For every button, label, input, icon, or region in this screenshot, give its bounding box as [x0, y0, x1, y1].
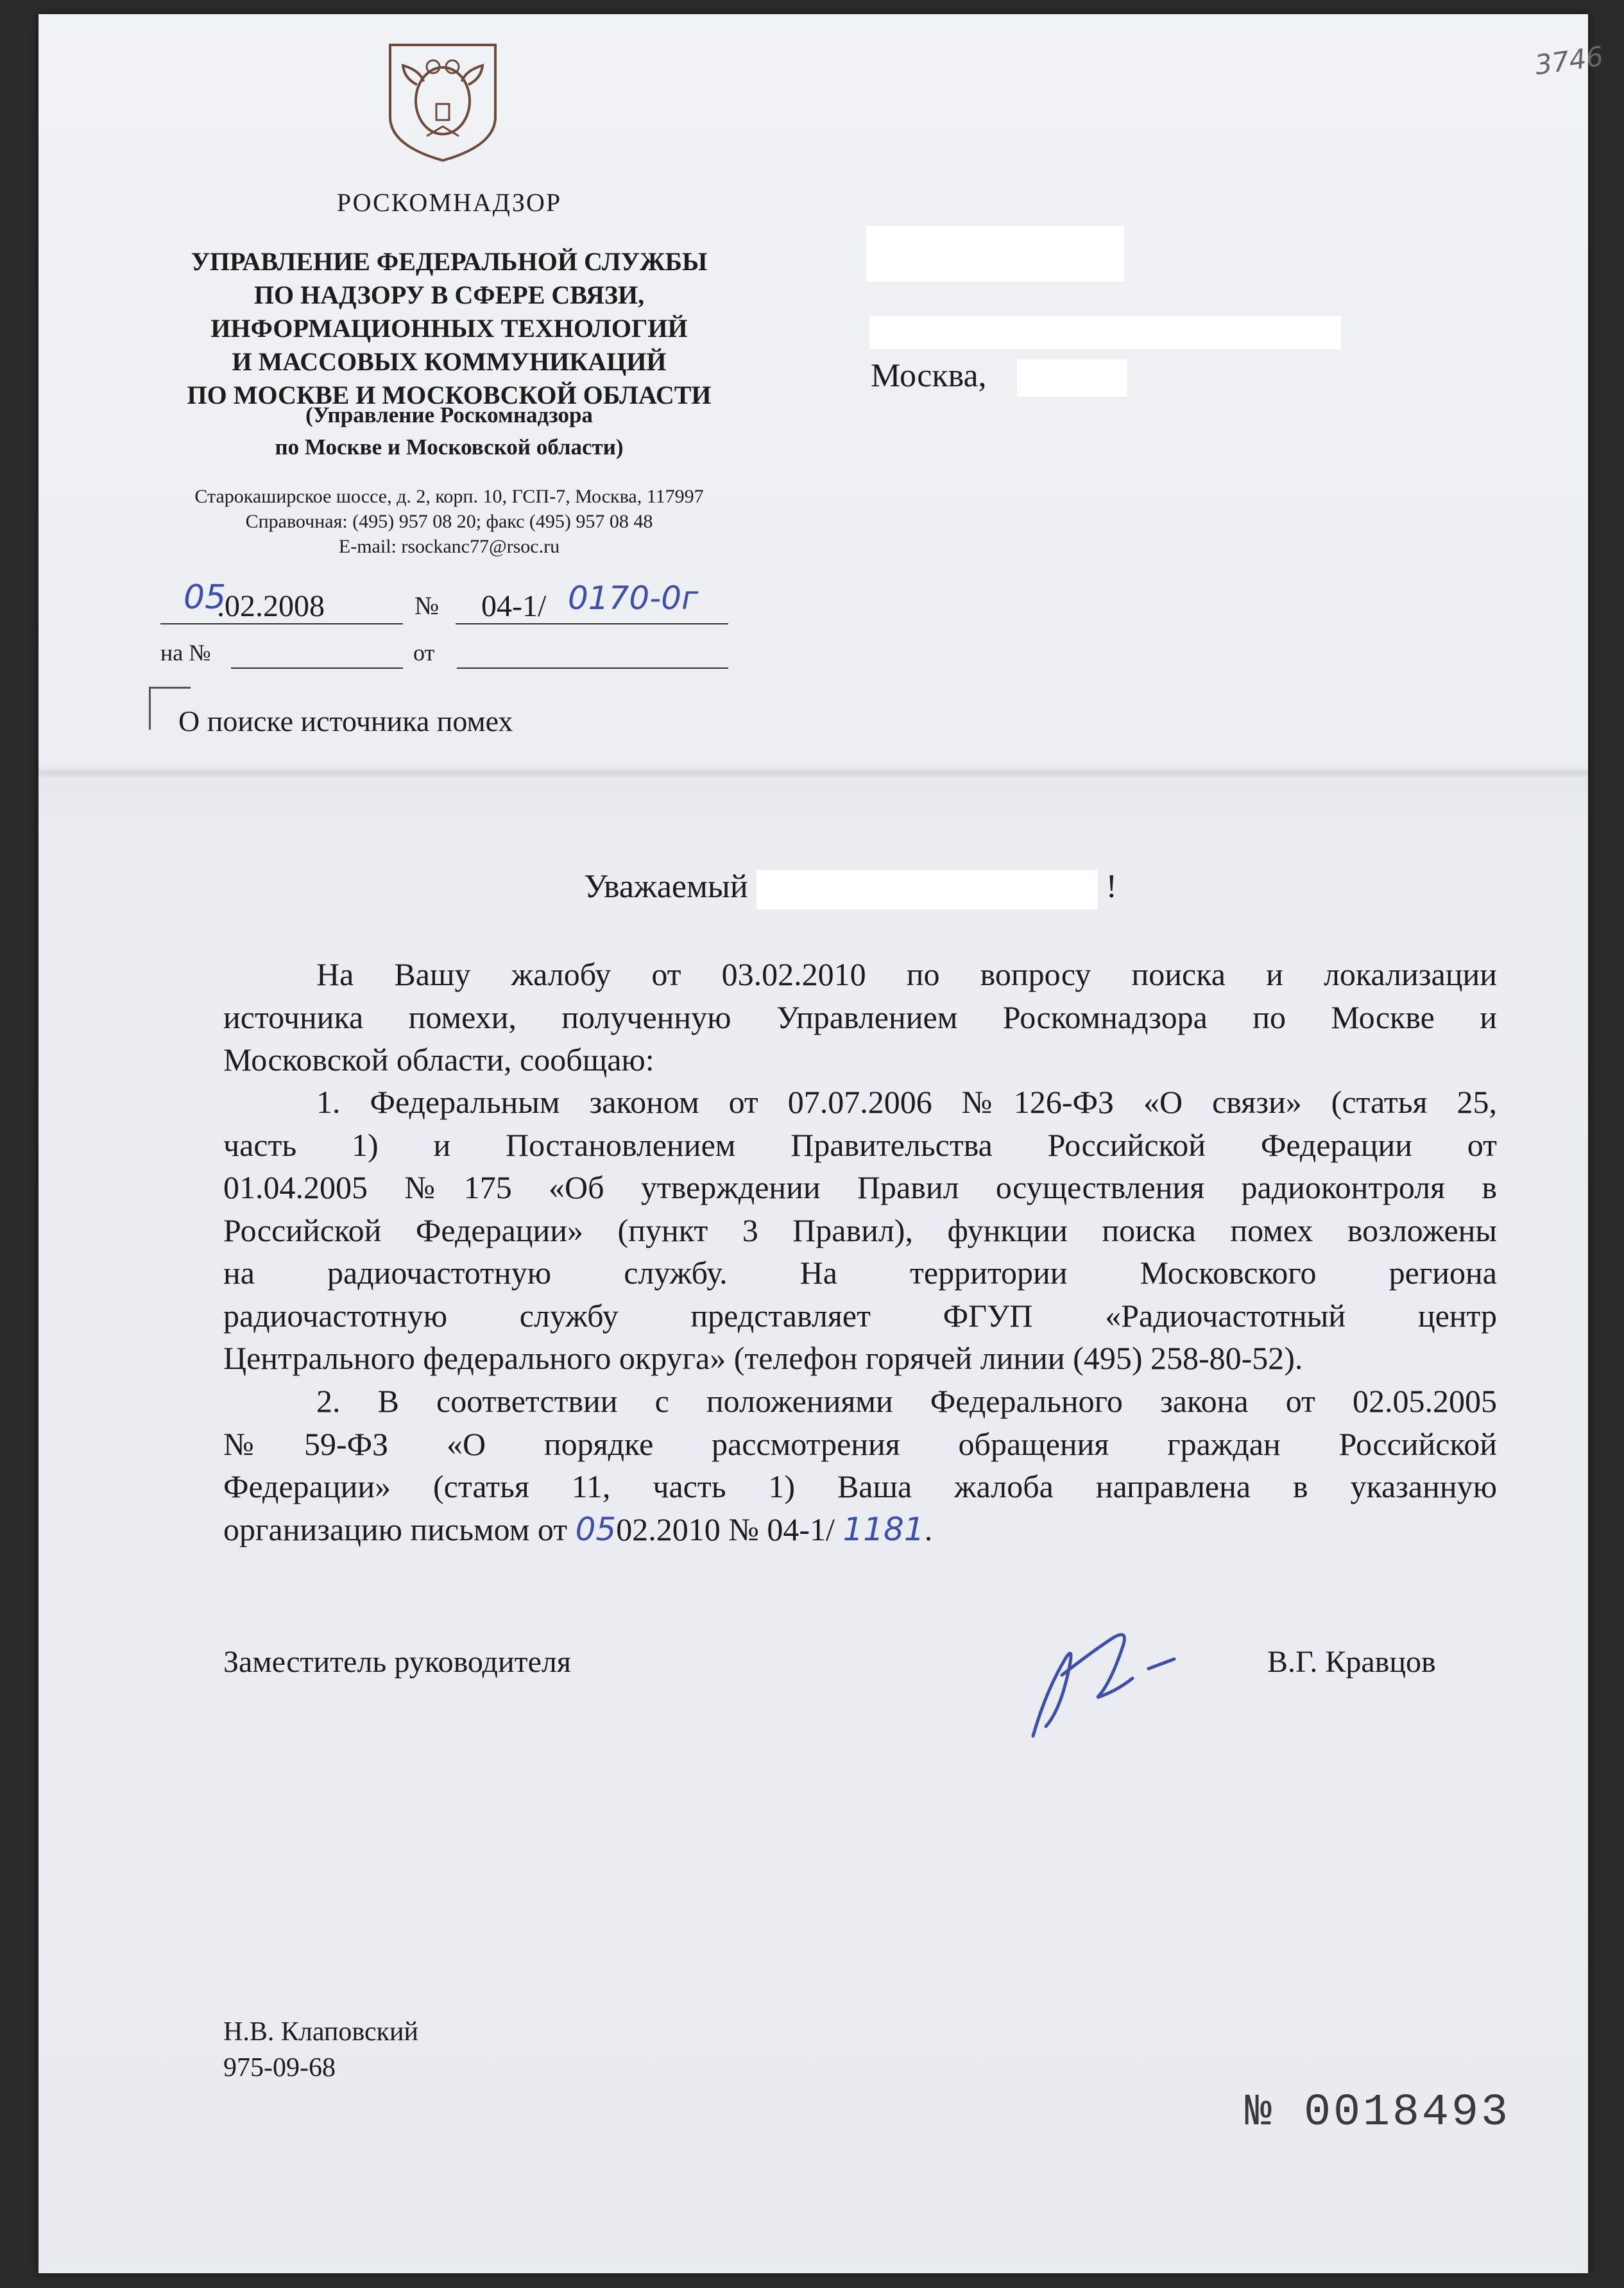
- body-line: Центрального федерального округа» (телефон горячей линии (495) 258-80-52).: [223, 1340, 1303, 1376]
- letter-reference-number: 02.2010 № 04-1/: [616, 1511, 843, 1547]
- corner-handwritten-note: 3746: [1533, 40, 1605, 82]
- handwritten-number: 1181: [842, 1510, 925, 1548]
- signatory-name: В.Г. Кравцов: [1267, 1645, 1436, 1679]
- body-line: радиочастотную службу представляет ФГУП «Радиочастотный центр: [223, 1297, 1497, 1334]
- greeting: [584, 868, 1117, 909]
- body-line: на радиочастотную службу. На территории Московского региона: [223, 1255, 1497, 1291]
- redacted-recipient-name: [866, 226, 1124, 282]
- serial-number: № 0018493: [1245, 2088, 1511, 2138]
- handwritten-day: 05: [575, 1510, 617, 1548]
- paper-fold: [38, 767, 1588, 778]
- contact-block: [141, 484, 757, 559]
- department-line: ПО МОСКВЕ И МОСКОВСКОЙ ОБЛАСТИ: [187, 381, 712, 409]
- reply-date-field: [457, 635, 728, 669]
- department-line: ПО НАДЗОРУ В СФЕРЕ СВЯЗИ,: [253, 280, 645, 309]
- number-sign: №: [415, 591, 440, 620]
- number-prefix: 04-1/: [481, 589, 547, 623]
- signatory-title: Заместитель руководителя: [223, 1645, 571, 1679]
- body-paragraph-1: [223, 953, 1497, 1081]
- outgoing-date-field: [160, 578, 403, 624]
- body-line: №59-ФЗ «О порядке рассмотрения обращения граждан Российской: [223, 1425, 1497, 1462]
- letter-reference-prefix: организацию письмом от: [223, 1511, 576, 1547]
- greeting-prefix: Уважаемый: [584, 868, 748, 905]
- department-line: УПРАВЛЕНИЕ ФЕДЕРАЛЬНОЙ СЛУЖБЫ: [191, 247, 708, 276]
- short-name-line: по Москве и Московской области): [275, 434, 624, 460]
- body-line: 2. В соответствии с положениями Федерального закона от 02.05.2005: [316, 1383, 1497, 1419]
- signature-mark: [1020, 1614, 1181, 1749]
- redacted-addressee-name: [756, 870, 1098, 909]
- executor-name: Н.В. Клаповский: [223, 2017, 418, 2047]
- from-label: от: [413, 640, 435, 666]
- body-line: 1. Федеральным законом от 07.07.2006 №126-ФЗ «О связи» (статья 25,: [316, 1084, 1497, 1120]
- executor-phone: 975-09-68: [223, 2053, 336, 2083]
- body-line: часть 1) и Постановлением Правительства Российской Федерации от: [223, 1126, 1497, 1163]
- body-line: источника помехи, полученную Управлением Роскомнадзора по Москве и: [223, 999, 1497, 1035]
- body-paragraph-3: [223, 1380, 1497, 1551]
- body-line: Московской области, сообщаю:: [223, 1042, 654, 1078]
- department-line: ИНФОРМАЦИОННЫХ ТЕХНОЛОГИЙ: [210, 314, 688, 343]
- agency-name: РОСКОМНАДЗОР: [336, 188, 562, 217]
- body-paragraph-2: [223, 1081, 1497, 1380]
- letter-reference-end: .: [924, 1511, 933, 1547]
- body-line: Федерации» (статья 11, часть 1) Ваша жалоба направлена в указанную: [223, 1468, 1497, 1504]
- body-line: 01.04.2005 №175 «Об утверждении Правил осуществления радиоконтроля в: [223, 1169, 1497, 1205]
- handwritten-day: 05: [184, 578, 227, 617]
- short-name-line: (Управление Роскомнадзора: [305, 402, 593, 427]
- handwritten-number: 0170-0г: [568, 580, 699, 617]
- redacted-recipient-postcode: [1017, 359, 1127, 397]
- printed-date: .02.2008: [217, 589, 325, 623]
- department-name: [141, 245, 757, 412]
- body-line: Российской Федерации» (пункт 3 Правил), функции поиска помех возложены: [223, 1212, 1497, 1248]
- greeting-suffix: !: [1106, 868, 1117, 905]
- executor-block: [223, 2014, 418, 2086]
- email-line: E-mail: rsockanc77@rsoc.ru: [338, 536, 560, 557]
- redacted-recipient-address: [869, 316, 1341, 349]
- body-line: [223, 1508, 1497, 1551]
- body-line: На Вашу жалобу от 03.02.2010 по вопросу поиска и локализации: [316, 956, 1497, 992]
- department-short-name: [141, 399, 757, 463]
- department-line: И МАССОВЫХ КОММУНИКАЦИЙ: [232, 347, 667, 376]
- reply-to-label: на №: [160, 640, 211, 666]
- recipient-city: Москва,: [871, 357, 987, 394]
- reply-to-field: [231, 635, 403, 669]
- outgoing-number-field: [456, 580, 728, 624]
- phone-line: Справочная: (495) 957 08 20; факс (495) 957 08 48: [245, 511, 653, 532]
- subject-line: О поиске источника помех: [178, 705, 513, 737]
- address-line: Старокаширское шоссе, д. 2, корп. 10, ГСП-7, Москва, 117997: [194, 486, 704, 507]
- coat-of-arms-emblem: [385, 40, 500, 165]
